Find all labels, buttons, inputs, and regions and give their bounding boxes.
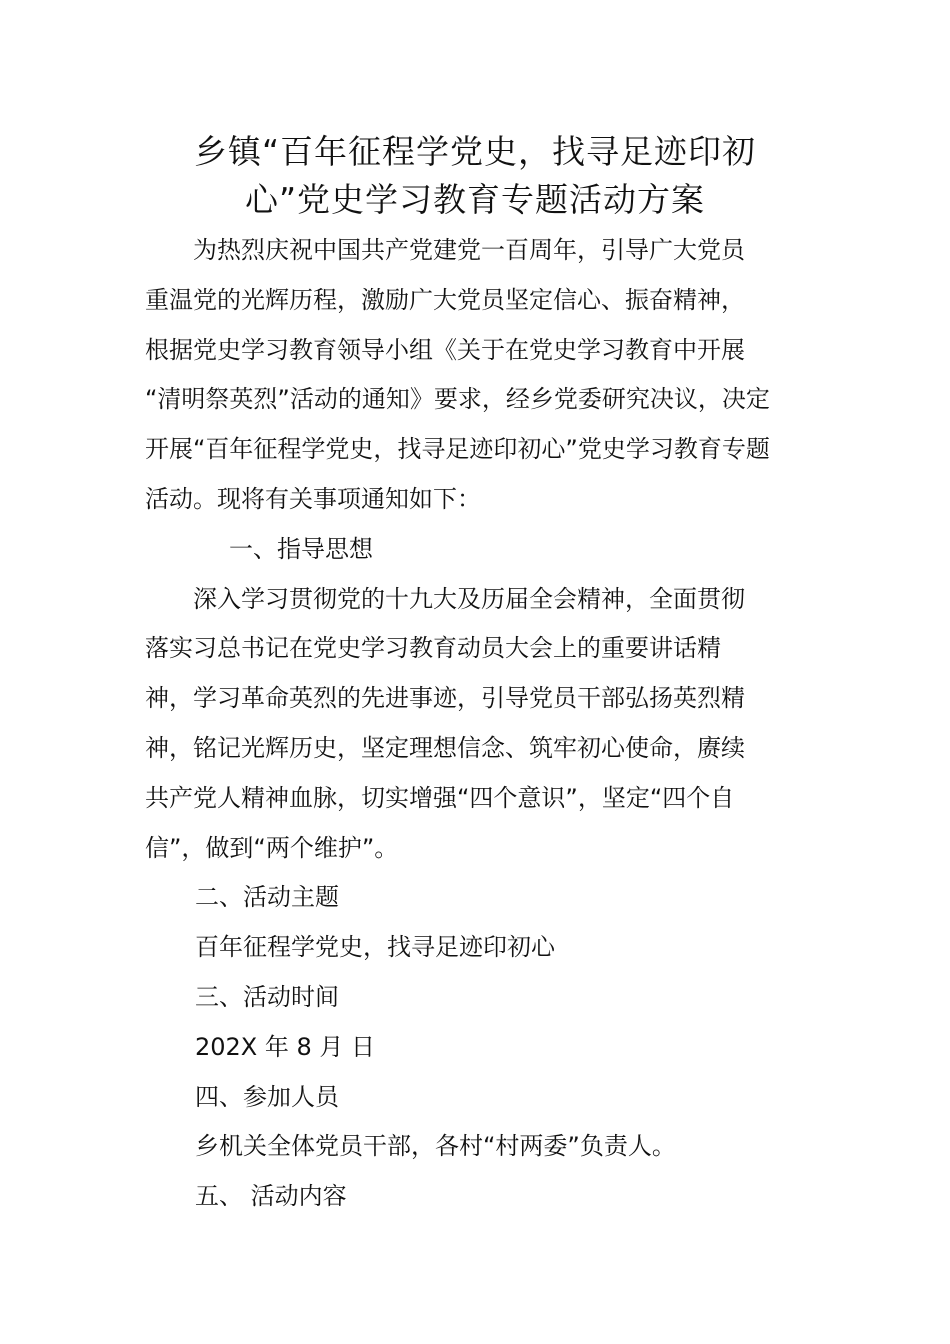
intro-line: 根据党史学习教育领导小组《关于在党史学习教育中开展 — [145, 335, 745, 364]
section-1-line: 信”，做到“两个维护”。 — [145, 833, 399, 862]
section-1-line: 落实习总书记在党史学习教育动员大会上的重要讲话精 — [145, 634, 721, 663]
intro-line: “清明祭英烈”活动的通知》要求，经乡党委研究决议，决定 — [145, 385, 770, 414]
intro-line: 活动。现将有关事项通知如下： — [145, 484, 481, 513]
section-1-line: 神，铭记光辉历史，坚定理想信念、筑牢初心使命，赓续 — [145, 733, 745, 762]
intro-line: 为热烈庆祝中国共产党建党一百周年，引导广大党员 — [193, 236, 745, 264]
section-4-text: 乡机关全体党员干部，各村“村两委”负责人。 — [195, 1132, 676, 1161]
section-2-text: 百年征程学党史，找寻足迹印初心 — [195, 933, 555, 962]
intro-line: 开展“百年征程学党史，找寻足迹印初心”党史学习教育专题 — [145, 435, 770, 464]
document-body — [145, 226, 815, 1222]
section-4-heading: 四、参加人员 — [195, 1082, 339, 1111]
section-1-heading: 一、指导思想 — [229, 534, 373, 563]
section-1-line: 共产党人精神血脉，切实增强“四个意识”，坚定“四个自 — [145, 783, 735, 812]
section-2-heading: 二、活动主题 — [195, 883, 339, 912]
title-line-2: 心”党史学习教育专题活动方案 — [244, 180, 706, 219]
section-1-line: 深入学习贯彻党的十九大及历届全会精神，全面贯彻 — [193, 584, 745, 613]
intro-line: 重温党的光辉历程，激励广大党员坚定信心、振奋精神， — [145, 285, 745, 314]
section-3-text: 202X 年 8 月 日 — [195, 1032, 376, 1061]
section-1-line: 神，学习革命英烈的先进事迹，引导党员干部弘扬英烈精 — [145, 684, 745, 713]
section-3-heading: 三、活动时间 — [195, 982, 339, 1011]
document-title — [140, 128, 810, 224]
title-line-1: 乡镇“百年征程学党史，找寻足迹印初 — [193, 132, 757, 171]
section-5-heading: 五、 活动内容 — [195, 1182, 347, 1211]
